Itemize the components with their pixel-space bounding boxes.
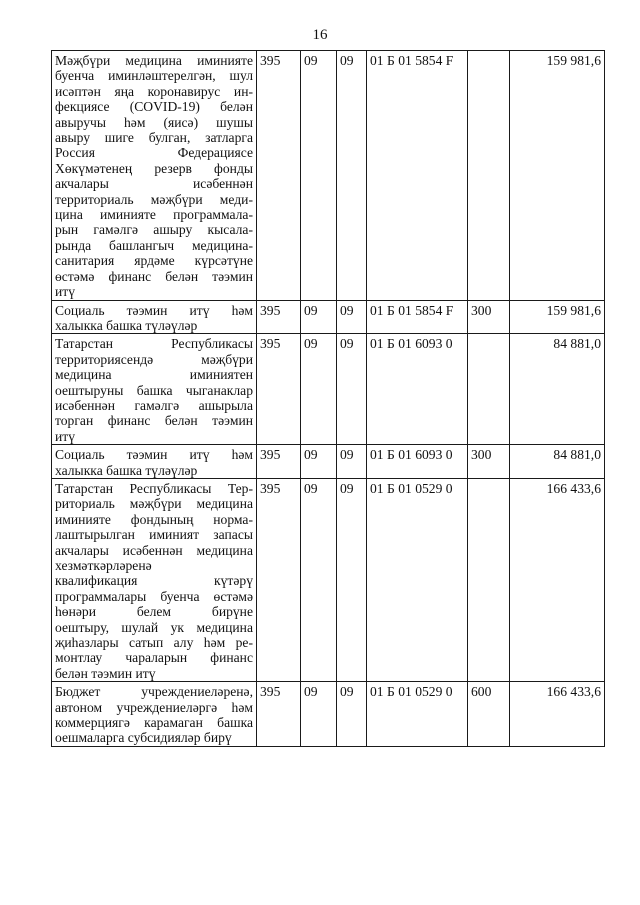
- expense-name-line: җиһазлары сатып алу һәм ре-: [55, 635, 253, 651]
- table-row: [52, 51, 605, 301]
- expense-name-line: Социаль тәэмин итү һәм: [55, 447, 253, 463]
- ministry-code-cell: 395: [257, 334, 301, 445]
- expense-name-cell: [52, 445, 257, 479]
- amount-cell: 84 881,0: [510, 445, 605, 479]
- expense-name-line: квалификация күтәрү: [55, 573, 253, 589]
- target-article-cell: 01 Б 01 5854 F: [367, 300, 468, 334]
- expense-name-line: Татарстан Республикасы: [55, 336, 253, 352]
- expense-name-line: лаштырылган иминият запасы: [55, 527, 253, 543]
- table-row: [52, 478, 605, 681]
- expense-name-line: торган финанс белән тәэмин: [55, 413, 253, 429]
- expense-name-line: медицина иминиятен: [55, 367, 253, 383]
- expense-name-line: хезмәткәрләренә: [55, 558, 152, 573]
- expense-name-cell: [52, 478, 257, 681]
- expense-name-line: һөнәри белем бирүне: [55, 604, 253, 620]
- page-number: 16: [312, 27, 328, 43]
- ministry-code-cell: 395: [257, 445, 301, 479]
- expense-name-line: Бюджет учреждениеләренә,: [55, 684, 253, 700]
- expense-name-line: рын гамәлгә ашыру кысала-: [55, 222, 253, 238]
- section-cell: 09: [301, 682, 337, 747]
- section-cell: 09: [301, 334, 337, 445]
- expense-name-line: исәптән яңа коронавирус ин-: [55, 83, 253, 99]
- expense-name-line: буенча иминләштерелгән, шул: [55, 68, 253, 84]
- expense-type-cell: 300: [468, 445, 510, 479]
- expense-name-line: авыручы һәм (яисә) шушы: [55, 114, 253, 130]
- amount-cell: 166 433,6: [510, 478, 605, 681]
- expense-name-line: иминияте фондының норма-: [55, 511, 253, 527]
- table-row: [52, 445, 605, 479]
- expense-name-line: территориясендә мәҗбүри: [55, 351, 253, 367]
- expense-name-line: фекциясе (COVID-19) белән: [55, 99, 253, 115]
- table-row: [52, 334, 605, 445]
- subsection-cell: 09: [337, 334, 367, 445]
- subsection-cell: 09: [337, 445, 367, 479]
- ministry-code-cell: 395: [257, 300, 301, 334]
- section-cell: 09: [301, 51, 337, 301]
- section-cell: 09: [301, 300, 337, 334]
- expense-name-line: автоном учреждениеләргә һәм: [55, 699, 253, 715]
- target-article-cell: 01 Б 01 0529 0: [367, 682, 468, 747]
- expense-name-line: халыкка башка түләүләр: [55, 462, 198, 478]
- expense-name-line: авыру шиге булган, затларга: [55, 130, 253, 146]
- expense-name-line: итү: [55, 428, 76, 444]
- ministry-code-cell: 395: [257, 478, 301, 681]
- expense-name-line: монтлау чараларын финанс: [55, 650, 253, 666]
- expense-name-line: Социаль тәэмин итү һәм: [55, 302, 253, 318]
- expense-name-line: халыкка башка түләүләр: [55, 317, 198, 333]
- expense-name-line: санитария ярдәме күрсәтүне: [55, 253, 253, 269]
- expense-type-cell: [468, 334, 510, 445]
- subsection-cell: 09: [337, 300, 367, 334]
- expense-type-cell: [468, 51, 510, 301]
- expense-name-line: оештыру, шулай ук медицина: [55, 619, 253, 635]
- expense-name-cell: [52, 300, 257, 334]
- expense-name-line: территориаль мәҗбүри меди-: [55, 191, 253, 207]
- expense-name-line: коммерциягә карамаган башка: [55, 715, 253, 731]
- expense-name-line: оештыруны башка чыганаклар: [55, 382, 253, 398]
- expense-name-cell: [52, 334, 257, 445]
- ministry-code-cell: 395: [257, 682, 301, 747]
- expense-name-line: акчалары исәбеннән: [55, 176, 253, 192]
- expense-name-line: Хөкүмәтенең резерв фонды: [55, 160, 253, 176]
- expense-name-line: акчалары исәбеннән медицина: [55, 542, 253, 558]
- expense-name-line: рында башлангыч медицина-: [55, 237, 253, 253]
- target-article-cell: 01 Б 01 5854 F: [367, 51, 468, 301]
- subsection-cell: 09: [337, 682, 367, 747]
- table-row: [52, 300, 605, 334]
- expense-name-line: Татарстан Республикасы Тер-: [55, 480, 253, 496]
- budget-table: [51, 50, 605, 747]
- subsection-cell: 09: [337, 478, 367, 681]
- expense-name-line: Мәҗбүри медицина иминияте: [55, 53, 253, 68]
- section-cell: 09: [301, 478, 337, 681]
- expense-name-line: Россия Федерациясе: [55, 145, 253, 161]
- expense-name-line: белән тәэмин итү: [55, 665, 156, 681]
- table-row: [52, 682, 605, 747]
- expense-name-cell: [52, 51, 257, 301]
- expense-name-line: исәбеннән гамәлгә ашырыла: [55, 397, 253, 413]
- target-article-cell: 01 Б 01 0529 0: [367, 478, 468, 681]
- ministry-code-cell: 395: [257, 51, 301, 301]
- amount-cell: 166 433,6: [510, 682, 605, 747]
- expense-name-line: оешмаларга субсидияләр бирү: [55, 730, 232, 746]
- budget-table-body: [52, 51, 605, 747]
- subsection-cell: 09: [337, 51, 367, 301]
- expense-type-cell: 600: [468, 682, 510, 747]
- expense-name-line: цина иминияте программала-: [55, 207, 253, 223]
- expense-name-line: риториаль мәҗбүри медицина: [55, 496, 253, 512]
- expense-name-line: өстәмә финанс белән тәэмин: [55, 268, 253, 284]
- expense-name-line: итү: [55, 284, 76, 300]
- expense-type-cell: 300: [468, 300, 510, 334]
- amount-cell: 84 881,0: [510, 334, 605, 445]
- expense-name-cell: [52, 682, 257, 747]
- amount-cell: 159 981,6: [510, 300, 605, 334]
- expense-name-line: программалары буенча өстәмә: [55, 588, 253, 604]
- amount-cell: 159 981,6: [510, 51, 605, 301]
- target-article-cell: 01 Б 01 6093 0: [367, 445, 468, 479]
- target-article-cell: 01 Б 01 6093 0: [367, 334, 468, 445]
- section-cell: 09: [301, 445, 337, 479]
- expense-type-cell: [468, 478, 510, 681]
